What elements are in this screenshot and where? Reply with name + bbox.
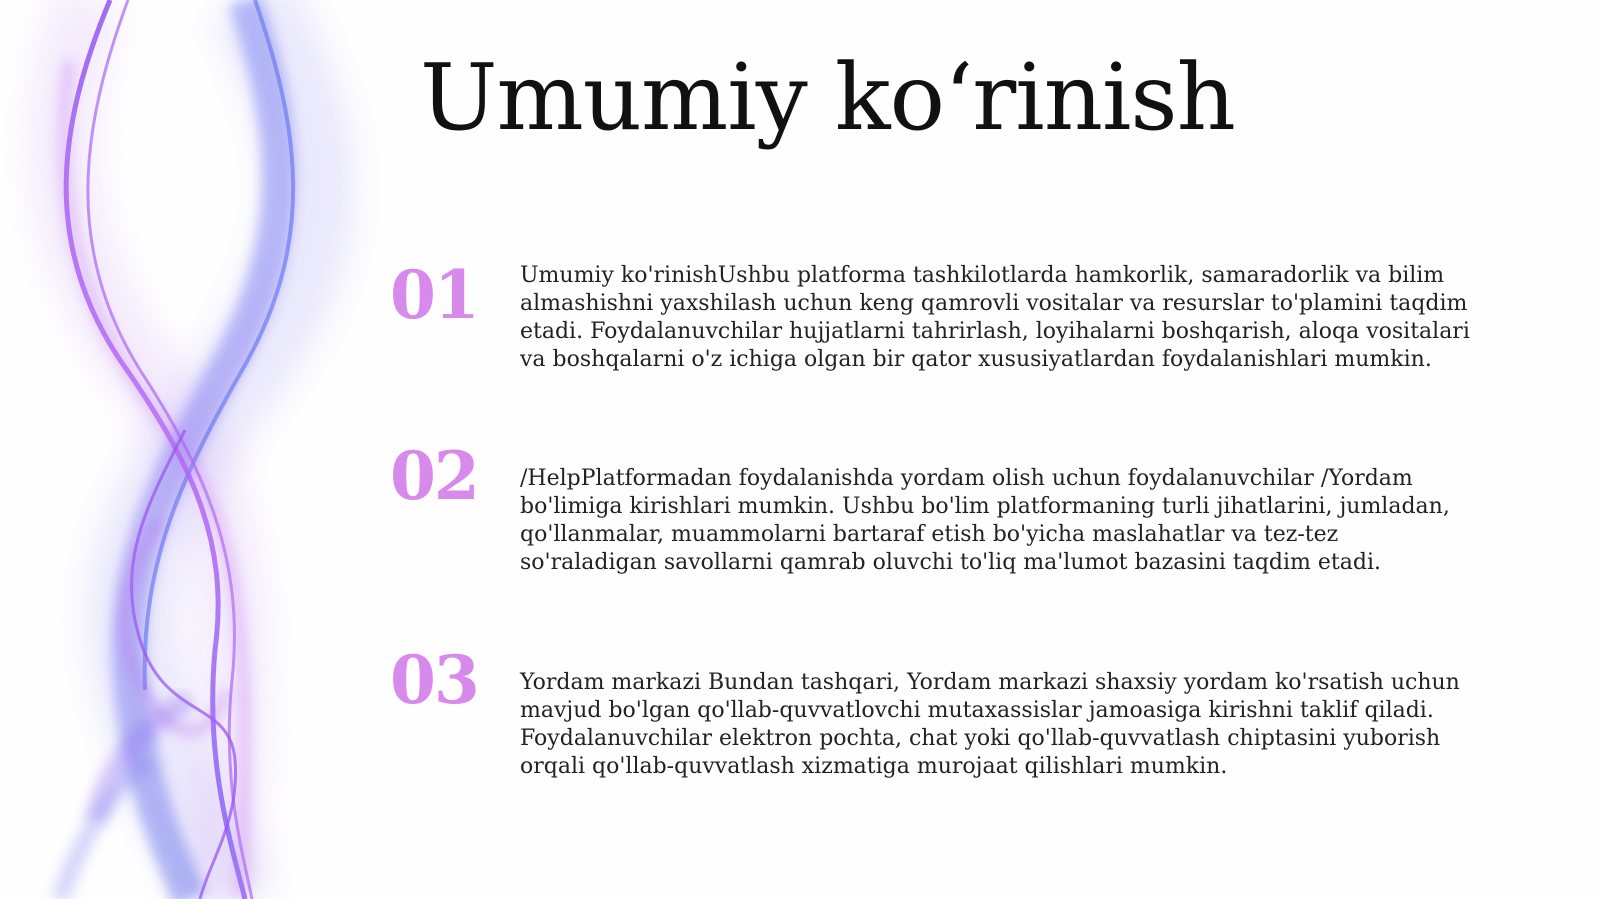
item-number: 01 [390,256,478,334]
item-number: 03 [390,641,478,719]
item-text: /HelpPlatformadan foydalanishda yordam olish uchun foydalanuvchilar /Yordam bo'limiga kirishlari mumkin. Ushbu bo'lim platformaning turli jihatlarini, jumladan, qo'llanmalar, muammolarni bartaraf etish bo'yicha maslahatlar va tez-tez so'raladigan savollarni qamrab oluvchi to'liq ma'lumot bazasini taqdim etadi. [520,466,1450,575]
item-number: 02 [390,437,478,515]
purple-smoke-decoration [0,0,400,899]
item-text: Umumiy ko'rinishUshbu platforma tashkilotlarda hamkorlik, samaradorlik va bilim almashishni yaxshilash uchun keng qamrovli vositalar va resurslar to'plamini taqdim etadi. Foydalanuvchilar hujjatlarni tahrirlash, loyihalarni boshqarish, aloqa vositalari va boshqalarni o'z ichiga olgan bir qator xususiyatlardan foydalanishlari mumkin. [520,263,1470,372]
slide-title: Umumiy ko‘rinish [420,44,1235,151]
item-text: Yordam markazi Bundan tashqari, Yordam markazi shaxsiy yordam ko'rsatish uchun mavjud bo'lgan qo'llab-quvvatlovchi mutaxassislar jamoasiga kirishni taklif qiladi. Foydalanuvchilar elektron pochta, chat yoki qo'llab-quvvatlash chiptasini yuborish orqali qo'llab-quvvatlash xizmatiga murojaat qilishlari mumkin. [520,670,1460,779]
